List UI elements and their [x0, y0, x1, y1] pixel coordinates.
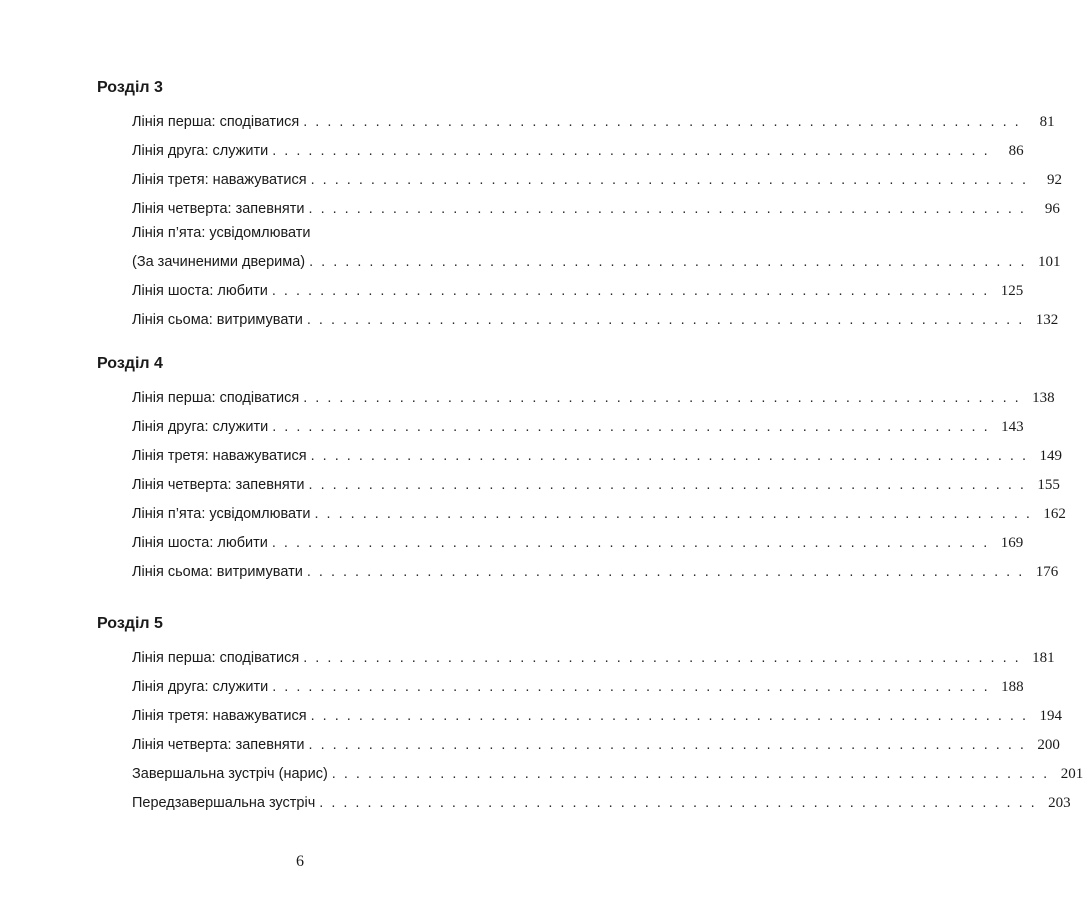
entry-title: Лінія друга: служити: [132, 419, 269, 435]
entry-page-number: 169: [1000, 535, 1024, 551]
entry-title: Лінія четверта: запевняти: [132, 201, 305, 217]
dot-leader: . . . . . . . . . . . . . . . . . . . . . . . . . . . . . . . . . . . . . . . . . . . . . . . . . . . . . . . . . . . .: [310, 172, 1029, 188]
dot-leader: . . . . . . . . . . . . . . . . . . . . . . . . . . . . . . . . . . . . . . . . . . . . . . . . . . . . . . . . . . . .: [272, 679, 990, 695]
entry-title: Лінія шоста: любити: [132, 535, 268, 551]
entry-page-number: 194: [1039, 708, 1063, 724]
section-heading: Розділ 3: [97, 79, 163, 96]
dot-leader: . . . . . . . . . . . . . . . . . . . . . . . . . . . . . . . . . . . . . . . . . . . . . . . . . . . . . . . . . . . .: [308, 737, 1026, 753]
entry-page-number: 92: [1047, 172, 1063, 188]
dot-leader: . . . . . . . . . . . . . . . . . . . . . . . . . . . . . . . . . . . . . . . . . . . . . . . . . . . . . . . . . . . .: [271, 535, 990, 551]
dot-leader: . . . . . . . . . . . . . . . . . . . . . . . . . . . . . . . . . . . . . . . . . . . . . . . . . . . . . . . . . . . .: [306, 564, 1025, 580]
entry-title: Лінія шоста: любити: [132, 283, 268, 299]
entry-title: Лінія третя: наважуватися: [132, 708, 307, 724]
section-entries: [132, 378, 1066, 581]
entry-title: Лінія перша: сподіватися: [132, 390, 300, 406]
entry-title: Лінія третя: наважуватися: [132, 448, 307, 464]
toc-entry[interactable]: [132, 102, 1055, 131]
section-entries: [132, 638, 1083, 812]
dot-leader: . . . . . . . . . . . . . . . . . . . . . . . . . . . . . . . . . . . . . . . . . . . . . . . . . . . . . . . . . . . .: [310, 448, 1029, 464]
toc-entry[interactable]: [132, 189, 1060, 218]
dot-leader: . . . . . . . . . . . . . . . . . . . . . . . . . . . . . . . . . . . . . . . . . . . . . . . . . . . . . . . . . . . .: [310, 708, 1029, 724]
section-heading: Розділ 5: [97, 615, 163, 632]
toc-entry[interactable]: [132, 783, 1071, 812]
toc-entry[interactable]: [132, 465, 1060, 494]
toc-entry[interactable]: [132, 131, 1024, 160]
toc-entry[interactable]: [132, 300, 1059, 329]
dot-leader: . . . . . . . . . . . . . . . . . . . . . . . . . . . . . . . . . . . . . . . . . . . . . . . . . . . . . . . . . . . .: [331, 766, 1050, 782]
entry-page-number: 162: [1043, 506, 1066, 522]
dot-leader: . . . . . . . . . . . . . . . . . . . . . . . . . . . . . . . . . . . . . . . . . . . . . . . . . . . . . . . . . . . .: [309, 254, 1027, 270]
entry-title: Лінія друга: служити: [132, 679, 269, 695]
dot-leader: . . . . . . . . . . . . . . . . . . . . . . . . . . . . . . . . . . . . . . . . . . . . . . . . . . . . . . . . . . . .: [308, 201, 1026, 217]
toc-entry[interactable]: [132, 638, 1055, 667]
toc-section-3: [97, 78, 1063, 329]
toc-entry[interactable]: [132, 552, 1059, 581]
entry-page-number: 86: [1008, 143, 1024, 159]
entry-page-number: 149: [1039, 448, 1063, 464]
dot-leader: . . . . . . . . . . . . . . . . . . . . . . . . . . . . . . . . . . . . . . . . . . . . . . . . . . . . . . . . . . . .: [303, 114, 1021, 130]
entry-title: Лінія сьома: витримувати: [132, 564, 303, 580]
dot-leader: . . . . . . . . . . . . . . . . . . . . . . . . . . . . . . . . . . . . . . . . . . . . . . . . . . . . . . . . . . . .: [314, 506, 1032, 522]
entry-title: Лінія перша: сподіватися: [132, 114, 300, 130]
toc-entry[interactable]: [132, 523, 1024, 552]
toc-entry[interactable]: [132, 160, 1063, 189]
page-number-folio: 6: [296, 853, 304, 870]
entry-page-number: 132: [1035, 312, 1059, 328]
entry-page-number: 203: [1048, 795, 1071, 811]
dot-leader: . . . . . . . . . . . . . . . . . . . . . . . . . . . . . . . . . . . . . . . . . . . . . . . . . . . . . . . . . . . .: [272, 143, 990, 159]
entry-page-number: 81: [1039, 114, 1055, 130]
toc-entry[interactable]: [132, 494, 1066, 523]
entry-title: (За зачиненими дверима): [132, 254, 306, 270]
toc-entry[interactable]: [132, 407, 1024, 436]
toc-entry[interactable]: [132, 725, 1060, 754]
entry-page-number: 125: [1000, 283, 1024, 299]
entry-page-number: 101: [1038, 254, 1061, 270]
dot-leader: . . . . . . . . . . . . . . . . . . . . . . . . . . . . . . . . . . . . . . . . . . . . . . . . . . . . . . . . . . . .: [303, 650, 1021, 666]
dot-leader: . . . . . . . . . . . . . . . . . . . . . . . . . . . . . . . . . . . . . . . . . . . . . . . . . . . . . . . . . . . .: [272, 419, 990, 435]
entry-title: Лінія четверта: запевняти: [132, 477, 305, 493]
entry-title: Лінія третя: наважуватися: [132, 172, 307, 188]
dot-leader: . . . . . . . . . . . . . . . . . . . . . . . . . . . . . . . . . . . . . . . . . . . . . . . . . . . . . . . . . . . .: [271, 283, 990, 299]
dot-leader: . . . . . . . . . . . . . . . . . . . . . . . . . . . . . . . . . . . . . . . . . . . . . . . . . . . . . . . . . . . .: [308, 477, 1026, 493]
entry-title: Завершальна зустріч (нарис): [132, 766, 328, 782]
toc-section-4: [97, 354, 1066, 581]
entry-title: Лінія п’ята: усвідомлювати: [132, 506, 311, 522]
entry-page-number: 138: [1032, 390, 1055, 406]
toc-entry[interactable]: [132, 271, 1024, 300]
entry-page-number: 181: [1032, 650, 1055, 666]
entry-page-number: 96: [1044, 201, 1060, 217]
toc-entry[interactable]: [132, 667, 1024, 696]
entry-page-number: 143: [1001, 419, 1024, 435]
entry-page-number: 201: [1060, 766, 1083, 782]
toc-entry-continuation[interactable]: [132, 242, 1061, 271]
entry-title: Лінія п’ята: усвідомлювати: [132, 225, 311, 241]
toc-entry-first-line[interactable]: [132, 218, 493, 242]
entry-title: Лінія четверта: запевняти: [132, 737, 305, 753]
entry-page-number: 188: [1001, 679, 1024, 695]
dot-leader: . . . . . . . . . . . . . . . . . . . . . . . . . . . . . . . . . . . . . . . . . . . . . . . . . . . . . . . . . . . .: [319, 795, 1037, 811]
toc-entry[interactable]: [132, 754, 1083, 783]
entry-page-number: 200: [1037, 737, 1060, 753]
entry-title: Лінія друга: служити: [132, 143, 269, 159]
toc-entry[interactable]: [132, 696, 1063, 725]
entry-page-number: 155: [1037, 477, 1060, 493]
dot-leader: . . . . . . . . . . . . . . . . . . . . . . . . . . . . . . . . . . . . . . . . . . . . . . . . . . . . . . . . . . . .: [303, 390, 1021, 406]
section-heading: Розділ 4: [97, 355, 163, 372]
toc-entry[interactable]: [132, 378, 1055, 407]
dot-leader: . . . . . . . . . . . . . . . . . . . . . . . . . . . . . . . . . . . . . . . . . . . . . . . . . . . . . . . . . . . .: [306, 312, 1025, 328]
entry-page-number: 176: [1035, 564, 1059, 580]
toc-section-5: [97, 614, 1083, 812]
toc-entry[interactable]: [132, 436, 1063, 465]
section-entries: [132, 102, 1063, 329]
entry-title: Лінія сьома: витримувати: [132, 312, 303, 328]
entry-title: Передзавершальна зустріч: [132, 795, 316, 811]
entry-title: Лінія перша: сподіватися: [132, 650, 300, 666]
